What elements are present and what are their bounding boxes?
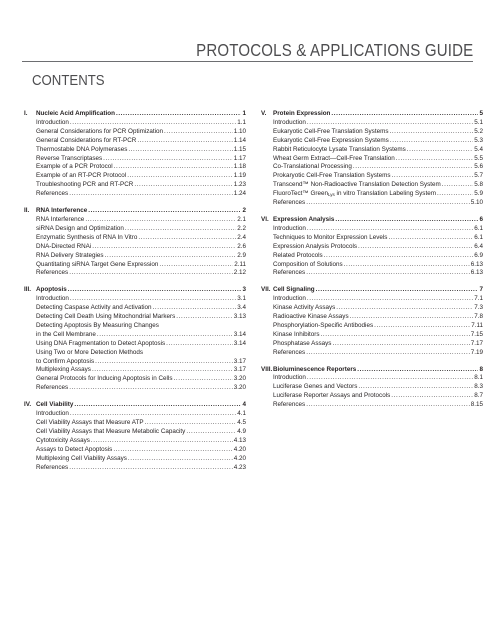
entry-page: 1.14 <box>233 136 246 144</box>
entry-page: 6.4 <box>474 242 483 250</box>
section-number: V. <box>261 110 267 117</box>
dot-leader <box>103 155 233 164</box>
entry-label: RNA Delivery Strategies <box>36 251 104 259</box>
toc-entry[interactable] <box>261 374 483 383</box>
entry-label: Troubleshooting PCR and RT-PCR <box>36 181 134 189</box>
contents-title: CONTENTS <box>32 72 105 89</box>
entry-label: Introduction <box>36 118 69 126</box>
toc-entry[interactable] <box>261 304 483 313</box>
section-title: Nucleic Acid Amplification <box>36 110 115 117</box>
entry-page: 3.14 <box>233 339 246 347</box>
dot-leader <box>69 464 233 473</box>
entry-label: Multiplexing Assays <box>36 366 91 374</box>
toc-entry[interactable] <box>24 163 246 172</box>
dot-leader <box>306 269 470 278</box>
entry-label: References <box>36 463 69 471</box>
toc-entry[interactable] <box>24 181 246 190</box>
dot-leader <box>74 401 241 410</box>
toc-entry[interactable] <box>24 419 246 428</box>
section-title: Expression Analysis <box>273 215 335 223</box>
entry-label: Eukaryotic Cell-Free Translation Systems <box>273 127 389 135</box>
entry-page: 3.4 <box>237 304 246 312</box>
entry-label: Detecting Apoptosis By Measuring Changes <box>36 321 159 329</box>
toc-entry[interactable] <box>24 146 246 155</box>
toc-entry[interactable] <box>261 252 483 261</box>
dot-leader <box>437 190 473 199</box>
entry-page: 6.13 <box>470 269 483 277</box>
entry-page: 3.14 <box>233 330 246 338</box>
dot-leader <box>391 392 473 401</box>
dot-leader <box>85 216 236 225</box>
toc-right-column <box>261 110 483 418</box>
entry-page: 6.13 <box>470 260 483 268</box>
entry-page: 2.4 <box>237 233 246 241</box>
toc-section <box>261 216 483 278</box>
entry-label: Introduction <box>273 295 306 303</box>
entry-label: Introduction <box>36 410 69 418</box>
dot-leader <box>350 313 474 322</box>
toc-entry[interactable] <box>24 295 246 304</box>
entry-label: Using DNA Fragmentation to Detect Apoptosis <box>36 339 166 347</box>
section-page: 1 <box>242 110 246 117</box>
toc-entry[interactable] <box>24 384 246 393</box>
entry-label: siRNA Design and Optimization <box>36 224 124 232</box>
dot-leader <box>357 366 478 375</box>
section-title: Bioluminescence Reporters <box>273 365 357 373</box>
toc-entry[interactable] <box>24 119 246 128</box>
entry-label: General Considerations for RT-PCR <box>36 136 137 144</box>
toc-entry[interactable] <box>24 243 246 252</box>
entry-page: 3.17 <box>233 357 246 365</box>
dot-leader <box>68 286 242 295</box>
toc-entry[interactable] <box>261 234 483 243</box>
entry-label: Composition of Solutions <box>273 260 343 268</box>
entry-page: 8.15 <box>470 401 483 409</box>
section-page: 8 <box>479 365 483 373</box>
dot-leader <box>69 190 233 199</box>
section-page: 7 <box>479 286 483 294</box>
dot-leader <box>442 181 473 190</box>
dot-leader <box>113 446 232 455</box>
toc-entry <box>24 349 246 358</box>
entry-label: Introduction <box>36 295 69 303</box>
entry-label: Cell Viability Assays that Measure ATP <box>36 419 144 426</box>
toc-entry[interactable] <box>24 313 246 322</box>
entry-label: Rabbit Reticulocyte Lysate Translation Systems <box>273 145 406 153</box>
entry-page: 5.9 <box>474 190 483 198</box>
dot-leader <box>88 207 241 216</box>
toc-entry <box>24 322 246 331</box>
dot-leader <box>306 199 470 208</box>
dot-leader <box>127 172 233 181</box>
entry-label: Phosphatase Assays <box>273 339 332 347</box>
dot-leader <box>70 119 236 128</box>
dot-leader <box>388 234 473 243</box>
dot-leader <box>324 252 474 261</box>
entry-page: 5.10 <box>470 199 483 207</box>
section-number: IV. <box>24 401 32 409</box>
entry-page: 4.5 <box>237 419 246 426</box>
section-heading[interactable] <box>24 207 246 216</box>
toc-entry[interactable] <box>261 269 483 278</box>
dot-leader <box>390 137 473 146</box>
toc-section <box>261 286 483 357</box>
dot-leader <box>91 437 233 446</box>
entry-label: Luciferase Reporter Assays and Protocols <box>273 392 391 400</box>
entry-page: 2.11 <box>234 260 246 268</box>
entry-page: 1.15 <box>233 145 246 153</box>
dot-leader <box>321 331 470 340</box>
dot-leader <box>374 322 470 331</box>
section-number: VII. <box>261 286 271 294</box>
dot-leader <box>174 375 233 384</box>
entry-page: 3.20 <box>233 384 246 392</box>
entry-page: 7.11 <box>471 321 483 329</box>
section-number: VIII. <box>261 365 273 373</box>
dot-leader <box>358 243 473 252</box>
dot-leader <box>69 384 233 393</box>
entry-page: 5.8 <box>474 181 483 189</box>
entry-label: Transcend™ Non-Radioactive Translation Detection System <box>273 181 441 189</box>
entry-label: Phosphorylation-Specific Antibodies <box>273 321 374 329</box>
entry-page: 3.1 <box>237 295 246 303</box>
dot-leader <box>331 110 478 119</box>
toc-entry[interactable] <box>261 199 483 208</box>
entry-page: 6.1 <box>474 224 483 232</box>
entry-page: 7.1 <box>474 295 483 303</box>
entry-label: DNA-Directed RNAi <box>36 242 92 250</box>
toc-entry[interactable] <box>24 128 246 137</box>
section-page: 3 <box>242 286 246 294</box>
dot-leader <box>92 366 233 375</box>
entry-page: 1.24 <box>233 190 246 198</box>
toc-entry[interactable] <box>24 137 246 146</box>
dot-leader <box>307 225 473 234</box>
dot-leader <box>353 163 473 172</box>
dot-leader <box>134 181 232 190</box>
toc-section <box>24 110 246 199</box>
toc-entry[interactable] <box>24 446 246 455</box>
toc-entry[interactable] <box>24 437 246 446</box>
section-heading[interactable] <box>24 401 246 410</box>
entry-label: Luciferase Genes and Vectors <box>273 383 358 391</box>
toc-entry[interactable] <box>261 401 483 410</box>
entry-label: References <box>273 269 306 277</box>
entry-page: 4.13 <box>233 436 246 444</box>
entry-label: Cytotoxicity Assays <box>36 436 90 444</box>
entry-label: References <box>273 348 306 356</box>
entry-label: FluoroTect™ Green$_{Lys}$ in vitro Translation Labeling System <box>273 190 436 198</box>
entry-page: 4.20 <box>233 445 246 453</box>
toc-entry[interactable] <box>24 216 246 225</box>
toc-entry[interactable] <box>24 155 246 164</box>
entry-page: 7.3 <box>474 304 483 312</box>
toc-entry[interactable] <box>24 234 246 243</box>
entry-label: Introduction <box>273 118 306 126</box>
entry-label: Detecting Caspase Activity and Activation <box>36 304 152 312</box>
toc-entry[interactable] <box>261 137 483 146</box>
dot-leader <box>145 419 237 428</box>
section-title: Cell Viability <box>36 401 74 409</box>
dot-leader <box>159 261 233 270</box>
header-rule <box>22 61 473 62</box>
section-number: III. <box>24 286 31 294</box>
dot-leader <box>137 137 232 146</box>
entry-page: 2.9 <box>237 251 246 259</box>
entry-page: 4.23 <box>233 463 246 471</box>
entry-label: Radioactive Kinase Assays <box>273 313 349 321</box>
entry-label: RNA Interference <box>36 215 85 223</box>
toc-entry[interactable] <box>261 225 483 234</box>
toc-entry[interactable] <box>261 331 483 340</box>
toc-entry[interactable] <box>261 349 483 358</box>
dot-leader <box>336 304 473 313</box>
toc-entry[interactable] <box>261 190 483 199</box>
toc-entry[interactable] <box>261 261 483 270</box>
toc-entry[interactable] <box>24 172 246 181</box>
entry-label: Using Two or More Detection Methods <box>36 348 143 356</box>
section-title: RNA Interference <box>36 207 88 215</box>
entry-page: 2.2 <box>237 224 246 232</box>
toc-left-column <box>24 110 246 480</box>
section-number: I. <box>24 110 28 117</box>
dot-leader <box>164 128 233 137</box>
entry-label: Eukaryotic Cell-Free Expression Systems <box>273 136 389 144</box>
entry-page: 4.1 <box>237 410 246 418</box>
toc-entry[interactable] <box>24 340 246 349</box>
entry-page: 1.17 <box>233 154 246 162</box>
toc-entry[interactable] <box>261 146 483 155</box>
dot-leader <box>407 146 473 155</box>
dot-leader <box>307 295 473 304</box>
dot-leader <box>138 234 236 243</box>
toc-entry[interactable] <box>261 295 483 304</box>
entry-label: to Confirm Apoptosis <box>36 357 95 365</box>
section-heading[interactable] <box>261 216 483 225</box>
toc-entry[interactable] <box>24 331 246 340</box>
toc-section <box>24 207 246 278</box>
entry-label: Co-Translational Processing <box>273 163 352 171</box>
entry-page: 5.6 <box>474 163 483 171</box>
toc-entry[interactable] <box>261 322 483 331</box>
section-number: II. <box>24 207 30 215</box>
entry-page: 7.19 <box>470 348 483 356</box>
toc-entry[interactable] <box>24 261 246 270</box>
entry-page: 1.10 <box>233 127 246 135</box>
entry-label: Reverse Transcriptases <box>36 154 103 162</box>
entry-label: Kinase Activity Assays <box>273 304 336 312</box>
toc-section <box>261 366 483 411</box>
section-heading[interactable] <box>24 110 246 119</box>
dot-leader <box>335 216 478 225</box>
entry-page: 5.5 <box>474 154 483 162</box>
entry-label: References <box>273 199 306 207</box>
entry-page: 2.1 <box>237 215 246 223</box>
toc-entry[interactable] <box>24 252 246 261</box>
toc-entry[interactable] <box>261 313 483 322</box>
entry-page: 5.2 <box>474 127 483 135</box>
entry-page: 1.18 <box>233 163 246 171</box>
entry-label: References <box>36 190 69 198</box>
dot-leader <box>69 269 233 278</box>
toc-entry[interactable] <box>24 358 246 367</box>
entry-page: 2.12 <box>233 269 246 277</box>
entry-label: Wheat Germ Extract—Cell-Free Translation <box>273 154 395 162</box>
entry-label: Prokaryotic Cell-Free Translation Systems <box>273 172 391 180</box>
section-page: 4 <box>242 401 246 409</box>
entry-label: in the Cell Membrane <box>36 330 96 338</box>
entry-label: Multiplexing Cell Viability Assays <box>36 454 127 462</box>
toc-entry[interactable] <box>24 428 246 437</box>
dot-leader <box>128 455 233 464</box>
entry-label: Thermostable DNA Polymerases <box>36 145 128 153</box>
dot-leader <box>307 119 473 128</box>
entry-page: 1.23 <box>233 181 246 189</box>
entry-label: Cell Viability Assays that Measure Metabolic Capacity <box>36 427 186 435</box>
section-heading[interactable] <box>261 366 483 375</box>
dot-leader <box>392 172 474 181</box>
dot-leader <box>114 163 233 172</box>
toc-entry[interactable] <box>24 410 246 419</box>
entry-page: 1.1 <box>237 118 246 126</box>
toc-entry[interactable] <box>24 304 246 313</box>
entry-page: 7.15 <box>470 330 483 338</box>
entry-label: Example of an RT-PCR Protocol <box>36 172 127 180</box>
toc-entry[interactable] <box>261 340 483 349</box>
entry-page: 8.3 <box>474 383 483 391</box>
dot-leader <box>176 313 232 322</box>
entry-label: Techniques to Monitor Expression Levels <box>273 233 388 241</box>
toc-entry[interactable] <box>24 464 246 473</box>
entry-label: General Protocols for Inducing Apoptosis in Cells <box>36 375 173 383</box>
entry-label: Related Protocols <box>273 251 323 259</box>
dot-leader <box>105 252 237 261</box>
entry-page: 1.19 <box>233 172 246 180</box>
toc-entry[interactable] <box>24 455 246 464</box>
entry-label: References <box>273 401 306 409</box>
toc-section <box>24 401 246 472</box>
entry-page: 5.3 <box>474 136 483 144</box>
toc-entry[interactable] <box>261 155 483 164</box>
toc-entry[interactable] <box>261 119 483 128</box>
dot-leader <box>316 286 479 295</box>
section-title: Cell Signaling <box>273 286 315 294</box>
entry-page: 3.20 <box>233 375 246 383</box>
entry-page: 7.8 <box>474 313 483 321</box>
dot-leader <box>95 358 233 367</box>
entry-page: 8.1 <box>474 374 483 382</box>
dot-leader <box>306 349 470 358</box>
entry-label: Example of a PCR Protocol <box>36 163 113 171</box>
toc-entry[interactable] <box>261 172 483 181</box>
section-heading[interactable] <box>261 110 483 119</box>
dot-leader <box>97 331 233 340</box>
entry-page: 6.1 <box>474 233 483 241</box>
toc-entry[interactable] <box>261 128 483 137</box>
dot-leader <box>306 401 470 410</box>
toc-entry[interactable] <box>24 225 246 234</box>
entry-label: References <box>36 269 69 277</box>
entry-page: 3.13 <box>233 313 246 321</box>
entry-label: Kinase Inhibitors <box>273 330 320 338</box>
toc-entry[interactable] <box>261 163 483 172</box>
dot-leader <box>92 243 236 252</box>
dot-leader <box>358 383 473 392</box>
entry-label: Introduction <box>273 224 306 232</box>
entry-label: Detecting Cell Death Using Mitochondrial Markers <box>36 313 176 321</box>
toc-entry[interactable] <box>261 181 483 190</box>
entry-label: Quantitating siRNA Target Gene Expression <box>36 260 159 268</box>
section-title: Protein Expression <box>273 110 331 117</box>
entry-label: Assays to Detect Apoptosis <box>36 445 113 453</box>
entry-page: 6.9 <box>474 251 483 259</box>
dot-leader <box>389 128 473 137</box>
dot-leader <box>70 410 236 419</box>
dot-leader <box>125 225 236 234</box>
entry-page: 4.9 <box>237 427 246 435</box>
page-header-title: PROTOCOLS & APPLICATIONS GUIDE <box>195 40 473 60</box>
dot-leader <box>307 374 473 383</box>
entry-page: 5.4 <box>474 145 483 153</box>
section-page: 5 <box>479 110 483 117</box>
toc-section <box>24 286 246 393</box>
toc-entry[interactable] <box>24 375 246 384</box>
toc-entry[interactable] <box>24 366 246 375</box>
dot-leader <box>166 340 233 349</box>
entry-page: 5.7 <box>474 172 483 180</box>
section-page: 6 <box>479 215 483 223</box>
toc-entry[interactable] <box>261 383 483 392</box>
entry-page: 7.17 <box>470 339 483 347</box>
entry-label: Enzymatic Synthesis of RNA In Vitro <box>36 233 138 241</box>
dot-leader <box>153 304 237 313</box>
dot-leader <box>70 295 236 304</box>
entry-page: 4.20 <box>233 454 246 462</box>
dot-leader <box>332 340 469 349</box>
toc-entry[interactable] <box>24 269 246 278</box>
entry-page: 5.1 <box>474 118 483 126</box>
entry-page: 3.17 <box>233 366 246 374</box>
entry-page: 8.7 <box>474 392 483 400</box>
dot-leader <box>116 110 242 119</box>
section-number: VI. <box>261 215 269 223</box>
toc-entry[interactable] <box>261 392 483 401</box>
dot-leader <box>396 155 473 164</box>
dot-leader <box>344 261 470 270</box>
entry-label: Expression Analysis Protocols <box>273 242 357 250</box>
section-heading[interactable] <box>24 286 246 295</box>
section-title: Apoptosis <box>36 286 67 294</box>
toc-entry[interactable] <box>24 190 246 199</box>
entry-label: General Considerations for PCR Optimization <box>36 127 164 135</box>
entry-label: Introduction <box>273 374 306 382</box>
entry-label: References <box>36 384 69 392</box>
entry-subscript: Lys <box>327 192 335 198</box>
dot-leader <box>186 428 236 437</box>
section-heading[interactable] <box>261 286 483 295</box>
section-page: 2 <box>242 207 246 215</box>
toc-section <box>261 110 483 208</box>
entry-page: 2.6 <box>237 242 246 250</box>
toc-entry[interactable] <box>261 243 483 252</box>
dot-leader <box>128 146 232 155</box>
